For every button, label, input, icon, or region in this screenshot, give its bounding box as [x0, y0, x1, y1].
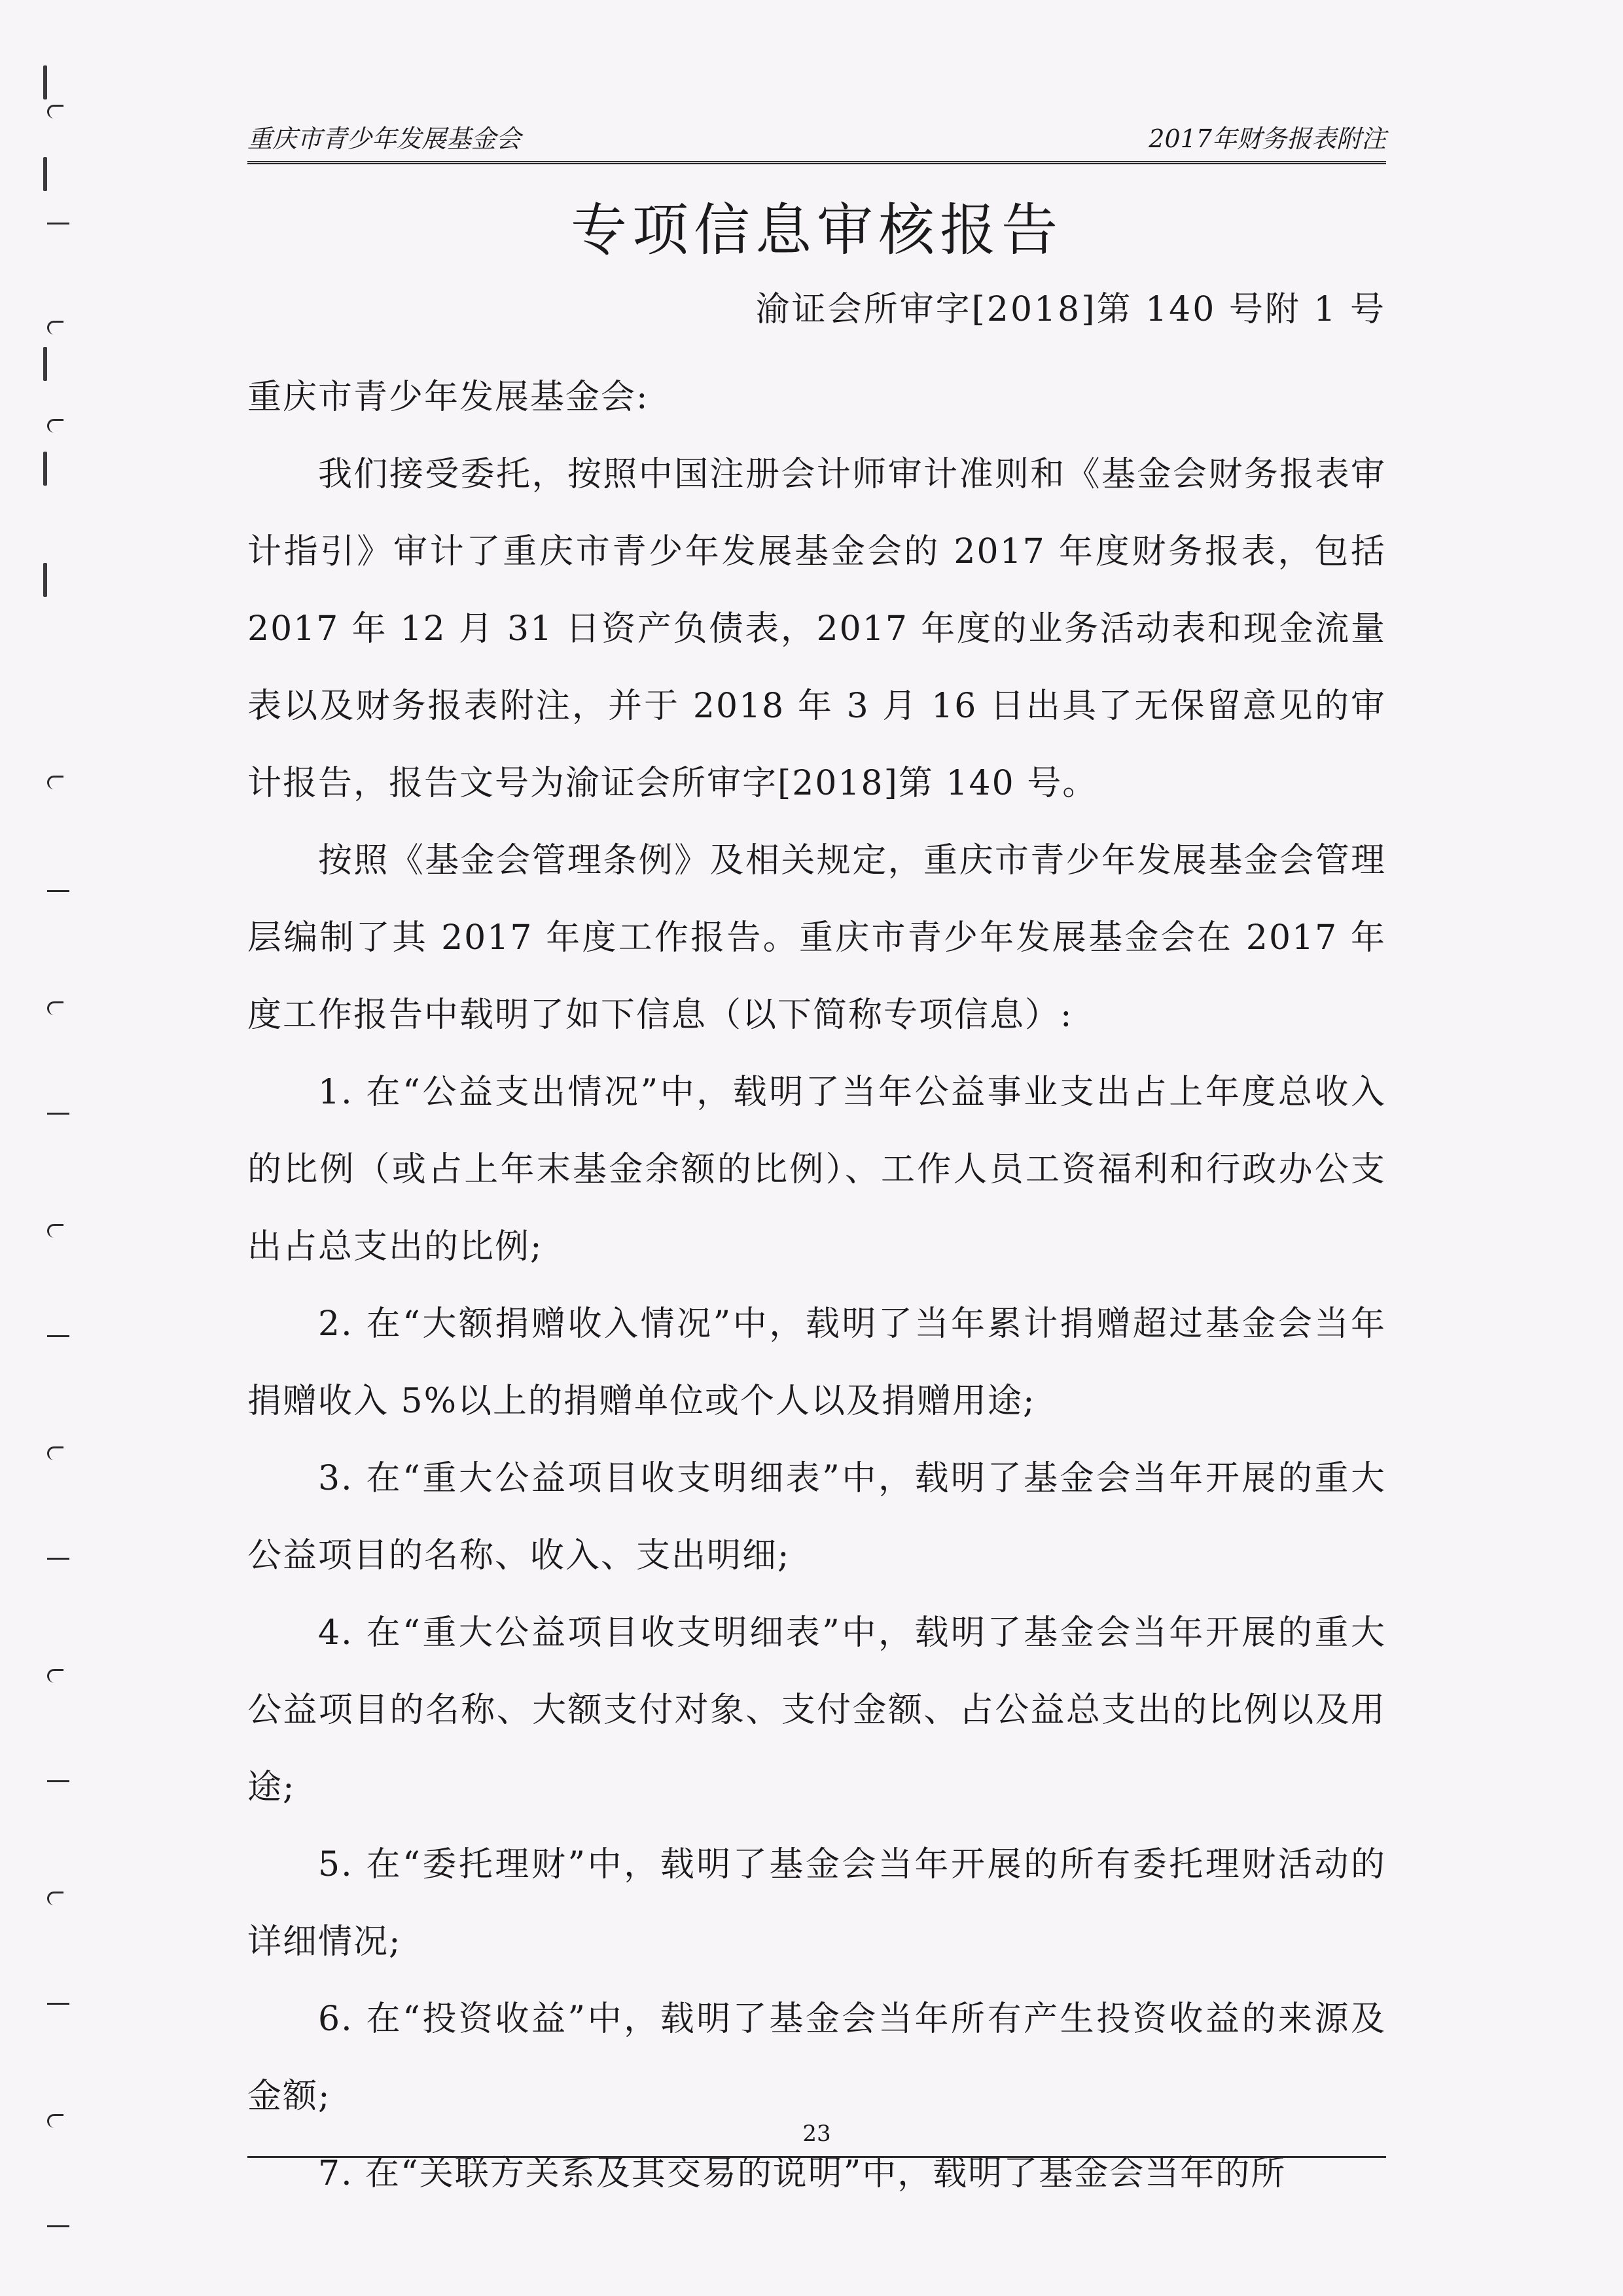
list-item: 1. 在“公益支出情况”中，载明了当年公益事业支出占上年度总收入的比例（或占上年末基金余额的比例）、工作人员工资福利和行政办公支出占总支出的比例;	[247, 1073, 1386, 1266]
list-item: 2. 在“大额捐赠收入情况”中，载明了当年累计捐赠超过基金会当年捐赠收入 5%以上的捐赠单位或个人以及捐赠用途;	[247, 1304, 1386, 1421]
page-title: 专项信息审核报告	[571, 198, 1063, 263]
report-body	[247, 359, 1386, 2212]
list-item: 3. 在“重大公益项目收支明细表”中，载明了基金会当年开展的重大公益项目的名称、收入、支出明细;	[247, 1459, 1386, 1575]
header-doc-title: 2017年财务报表附注	[1149, 124, 1386, 153]
addressee: 重庆市青少年发展基金会:	[247, 378, 649, 417]
page-footer	[247, 2121, 1386, 2158]
document-number: 渝证会所审字[2018]第 140 号附 1 号	[755, 290, 1386, 329]
header-org: 重庆市青少年发展基金会	[247, 124, 522, 153]
page-number: 23	[802, 2121, 831, 2147]
list-item: 6. 在“投资收益”中，载明了基金会当年所有产生投资收益的来源及金额;	[247, 2000, 1386, 2116]
page-header	[247, 115, 1386, 164]
paragraph: 按照《基金会管理条例》及相关规定，重庆市青少年发展基金会管理层编制了其 2017 年度工作报告。重庆市青少年发展基金会在 2017 年度工作报告中载明了如下信息（以下简称专项信息）:	[247, 841, 1386, 1035]
paragraph: 我们接受委托，按照中国注册会计师审计准则和《基金会财务报表审计指引》审计了重庆市青少年发展基金会的 2017 年度财务报表，包括 2017 年 12 月 31 日资产负债表，2017 年度的业务活动表和现金流量表以及财务报表附注，并于 2018 年 3 月 16 日出具了无保留意见的审计报告，报告文号为渝证会所审字[2018]第 140 号。	[247, 455, 1386, 803]
list-item: 4. 在“重大公益项目收支明细表”中，载明了基金会当年开展的重大公益项目的名称、大额支付对象、支付金额、占公益总支出的比例以及用途;	[247, 1613, 1386, 1807]
binding-holes	[0, 0, 98, 2296]
list-item: 5. 在“委托理财”中，载明了基金会当年开展的所有委托理财活动的详细情况;	[247, 1845, 1386, 1962]
list-item: 7. 在“关联方关系及其交易的说明”中，载明了基金会当年的所	[318, 2154, 1287, 2193]
